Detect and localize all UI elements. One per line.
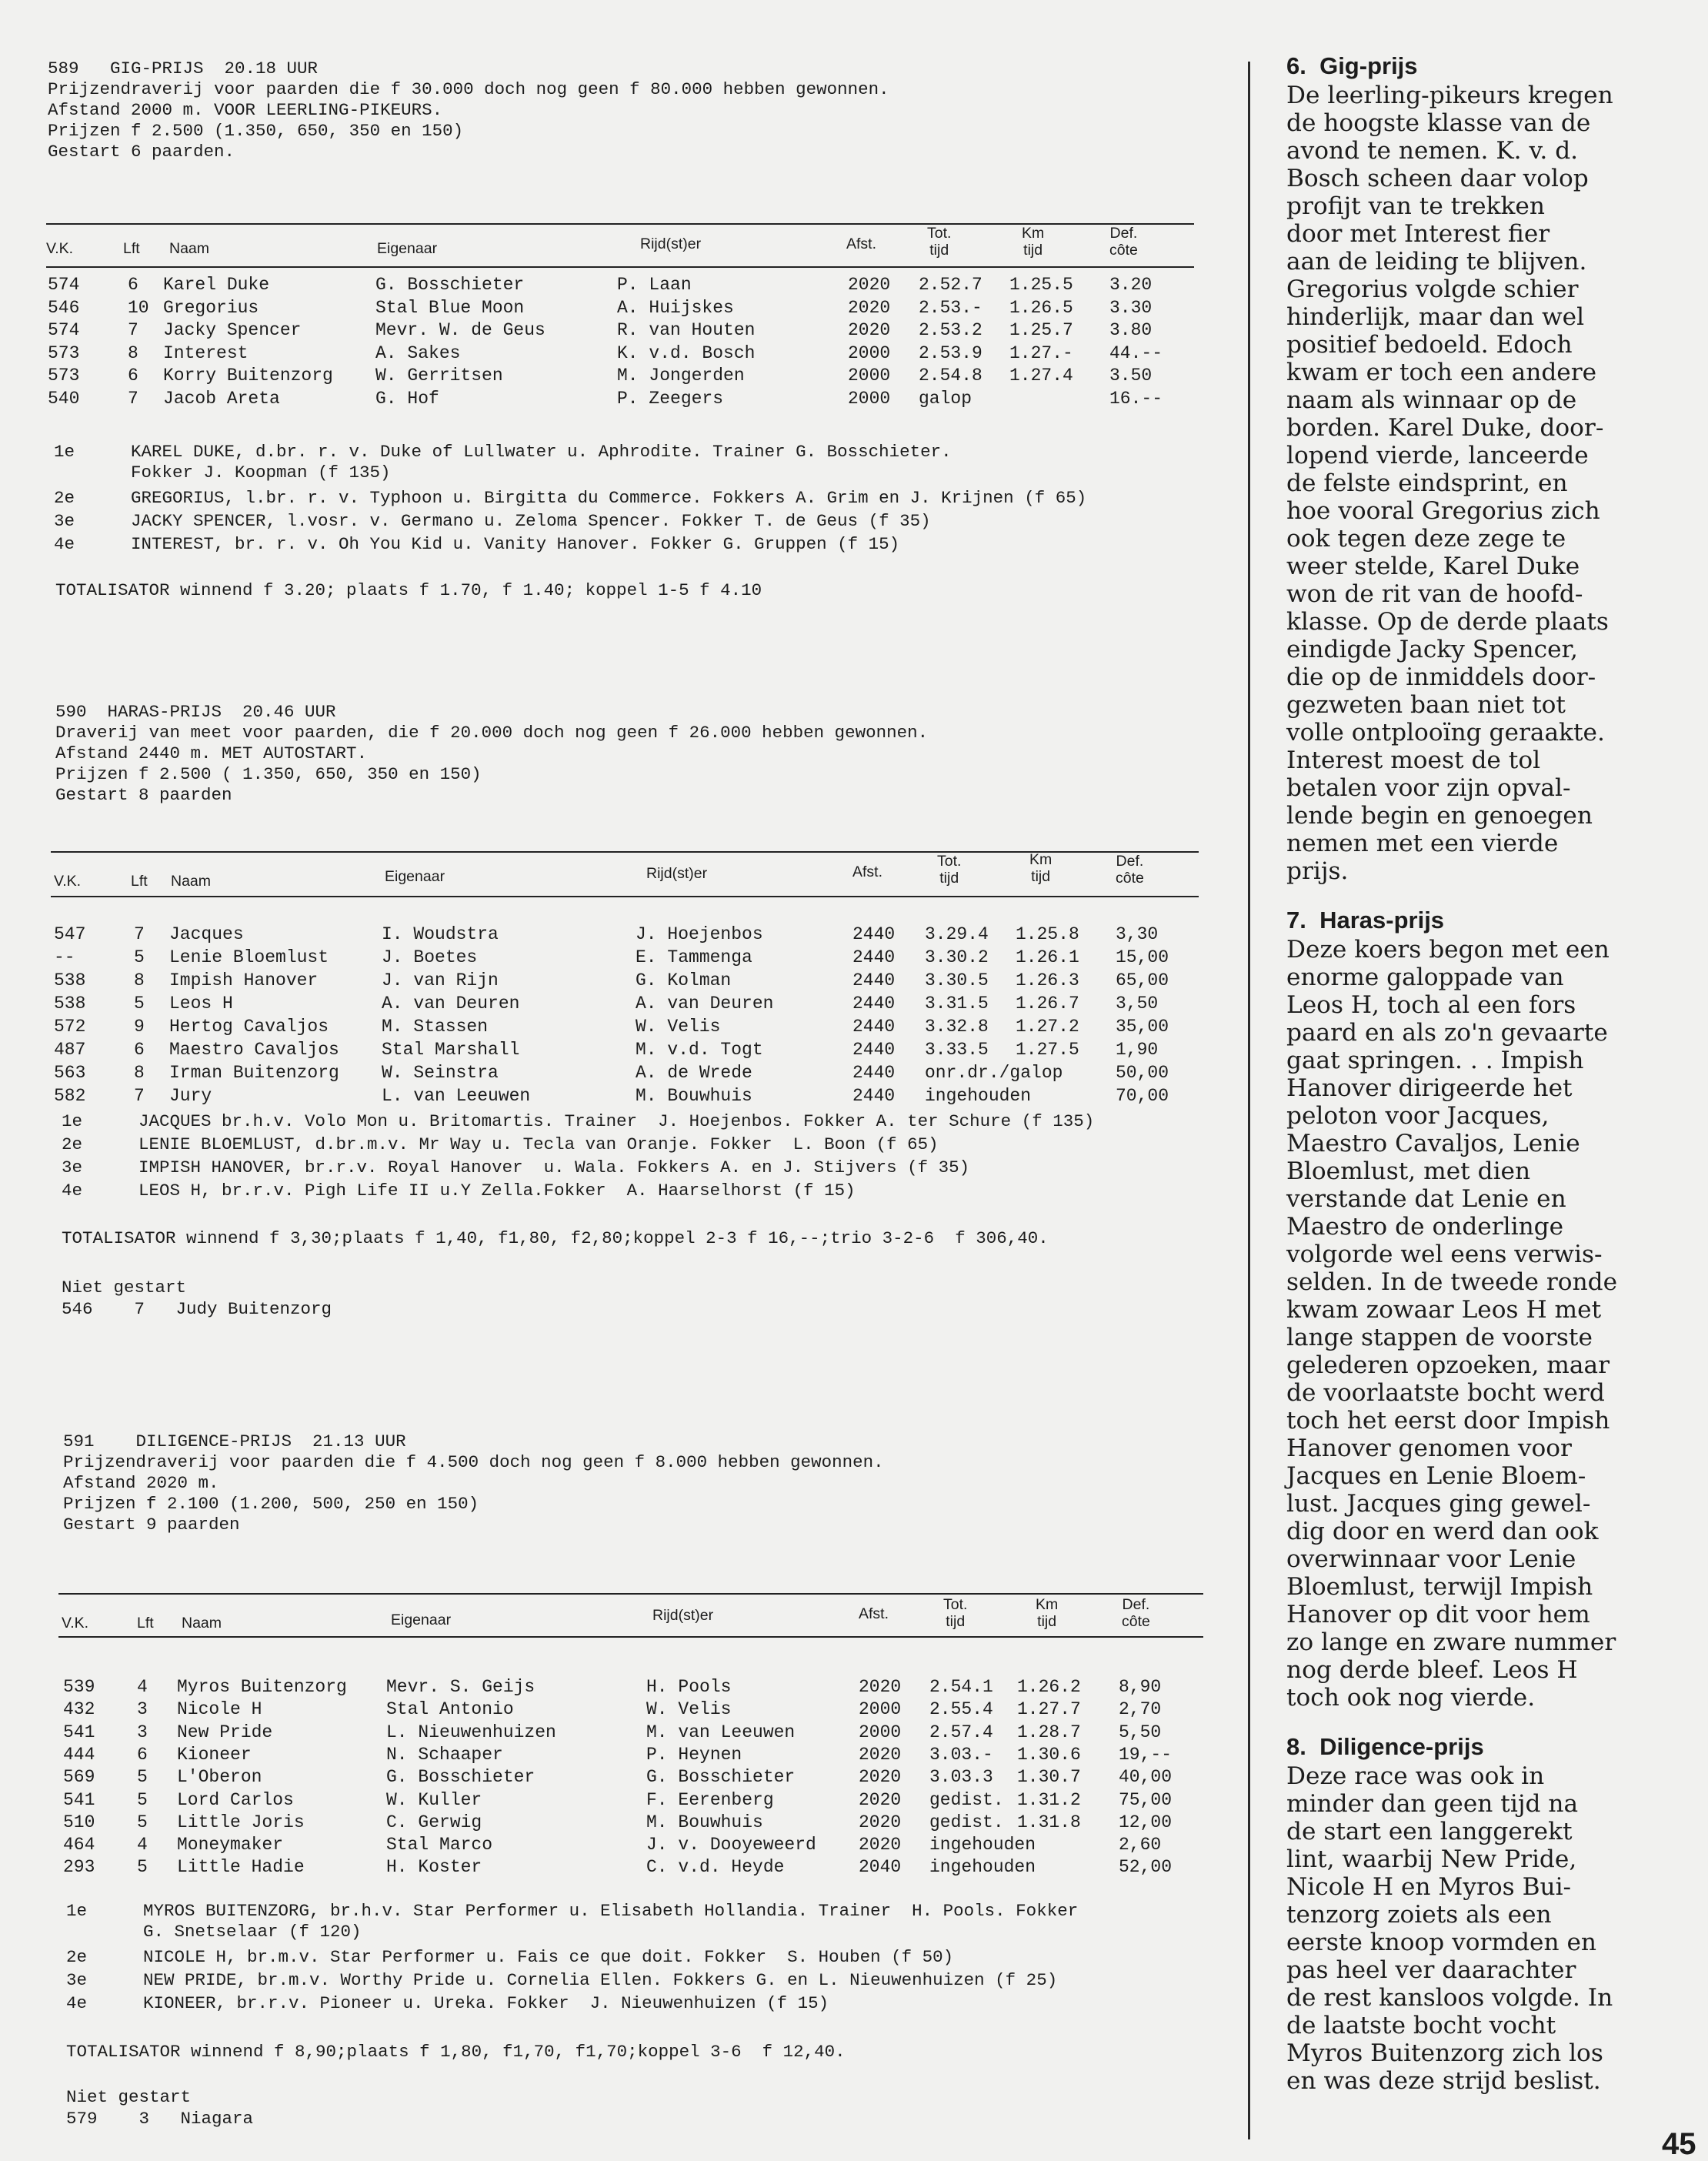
cell-afst: 2000 xyxy=(848,366,891,386)
result-place: 2e xyxy=(66,1947,88,1967)
race-590-not-started-label: Niet gestart xyxy=(62,1278,187,1298)
table-top-rule xyxy=(51,851,1199,853)
result-text: MYROS BUITENZORG, br.h.v. Star Performer u. Elisabeth Hollandia. Trainer H. Pools. Fokker G. Snetselaar (f 120) xyxy=(143,1901,1079,1942)
cell-rijder: M. Bouwhuis xyxy=(646,1812,763,1832)
cell-naam: Little Hadie xyxy=(177,1857,305,1878)
cell-rijder: P. Laan xyxy=(617,275,692,295)
col-naam: Naam xyxy=(171,873,212,890)
cell-vk: 444 xyxy=(63,1744,95,1765)
table-head-rule xyxy=(51,896,1199,897)
cell-afst: 2440 xyxy=(852,970,896,990)
race-title: 589 GIG-PRIJS 20.18 UUR xyxy=(48,58,319,78)
cell-km: 1.26.1 xyxy=(1016,947,1079,967)
cell-def: 19,-- xyxy=(1119,1744,1173,1765)
cell-lft: 8 xyxy=(134,970,145,990)
cell-eigenaar: H. Koster xyxy=(386,1857,482,1878)
cell-naam: Jury xyxy=(169,1086,212,1106)
cell-lft: 7 xyxy=(134,1086,145,1106)
cell-eigenaar: Mevr. S. Geijs xyxy=(386,1677,535,1697)
cell-naam: Korry Buitenzorg xyxy=(163,366,333,386)
result-text: LENIE BLOEMLUST, d.br.m.v. Mr Way u. Tecla van Oranje. Fokker L. Boon (f 65) xyxy=(138,1134,939,1154)
cell-def: 52,00 xyxy=(1119,1857,1173,1878)
cell-eigenaar: L. Nieuwenhuizen xyxy=(386,1722,556,1742)
cell-vk: 538 xyxy=(54,994,86,1014)
cell-eigenaar: M. Stassen xyxy=(382,1017,489,1037)
race-591-not-started-label: Niet gestart xyxy=(66,2087,192,2107)
cell-rijder: J. Hoejenbos xyxy=(635,924,763,944)
cell-naam: Maestro Cavaljos xyxy=(169,1040,339,1060)
cell-vk: 569 xyxy=(63,1767,95,1788)
cell-eigenaar: Stal Antonio xyxy=(386,1699,514,1720)
cell-tot: ingehouden xyxy=(925,1086,1032,1106)
cell-eigenaar: W. Kuller xyxy=(386,1789,482,1810)
race-590-totalisator: TOTALISATOR winnend f 3,30;plaats f 1,40, f1,80, f2,80;koppel 2-3 f 16,--;trio 3-2-6 f 306,40. xyxy=(62,1228,1049,1248)
cell-rijder: P. Heynen xyxy=(646,1744,742,1765)
cell-vk: 541 xyxy=(63,1789,95,1810)
cell-eigenaar: L. van Leeuwen xyxy=(382,1086,531,1106)
cell-naam: Impish Hanover xyxy=(169,970,319,990)
col-def: Def. côte xyxy=(1109,225,1138,259)
cell-vk: 574 xyxy=(48,320,80,340)
table-top-rule xyxy=(58,1593,1203,1595)
result-place: 3e xyxy=(62,1157,83,1177)
cell-tot: 2.55.4 xyxy=(929,1699,993,1720)
cell-def: 65,00 xyxy=(1116,970,1169,990)
col-afst: Afst. xyxy=(852,863,883,880)
cell-eigenaar: Stal Blue Moon xyxy=(375,297,525,318)
cell-eigenaar: A. van Deuren xyxy=(382,994,520,1014)
cell-def: 3,30 xyxy=(1116,924,1159,944)
result-place: 4e xyxy=(66,1993,88,2013)
column-divider xyxy=(1248,62,1250,2139)
cell-tot: 2.57.4 xyxy=(929,1722,993,1742)
col-rijder: Rijd(st)er xyxy=(652,1607,714,1624)
cell-tot: 3.32.8 xyxy=(925,1017,989,1037)
cell-afst: 2000 xyxy=(859,1722,902,1742)
result-place: 3e xyxy=(66,1970,88,1990)
cell-vk: 293 xyxy=(63,1857,95,1878)
race-conditions: Prijzendraverij voor paarden die f 30.000 doch nog geen f 80.000 hebben gewonnen. xyxy=(48,79,889,99)
cell-tot: 2.53.9 xyxy=(919,342,982,363)
col-tot: Tot. tijd xyxy=(937,853,962,887)
col-def: Def. côte xyxy=(1122,1596,1150,1630)
cell-eigenaar: G. Hof xyxy=(375,388,439,409)
cell-def: 50,00 xyxy=(1116,1063,1169,1083)
cell-lft: 4 xyxy=(137,1835,148,1855)
cell-eigenaar: W. Gerritsen xyxy=(375,366,503,386)
cell-rijder: K. v.d. Bosch xyxy=(617,342,756,363)
cell-vk: 464 xyxy=(63,1835,95,1855)
cell-def: 40,00 xyxy=(1119,1767,1173,1788)
cell-tot: 3.30.2 xyxy=(925,947,989,967)
col-naam: Naam xyxy=(169,240,210,257)
cell-rijder: R. van Houten xyxy=(617,320,756,340)
cell-afst: 2020 xyxy=(859,1767,902,1788)
col-lft: Lft xyxy=(123,240,140,257)
cell-eigenaar: W. Seinstra xyxy=(382,1063,499,1083)
cell-vk: 510 xyxy=(63,1812,95,1832)
cell-lft: 6 xyxy=(137,1744,148,1765)
cell-afst: 2000 xyxy=(848,388,891,409)
cell-km: 1.25.5 xyxy=(1009,275,1073,295)
cell-def: 70,00 xyxy=(1116,1086,1169,1106)
cell-naam: Lenie Bloemlust xyxy=(169,947,329,967)
cell-vk: -- xyxy=(54,947,75,967)
cell-afst: 2020 xyxy=(848,297,891,318)
cell-lft: 5 xyxy=(137,1812,148,1832)
result-text: KAREL DUKE, d.br. r. v. Duke of Lullwater u. Aphrodite. Trainer G. Bosschieter. Fokker J. Koopman (f 135) xyxy=(131,442,952,483)
cell-rijder: H. Pools xyxy=(646,1677,732,1697)
result-place: 4e xyxy=(54,534,75,554)
commentary-text-diligence: Deze race was ook in minder dan geen tijd na de start een langgerekt lint, waarbij New Pride, Nicole H en Myros Bui- tenzorg zoiets als een eerste knoop vormden en pas heel ver daarachter de rest kansloos volgde. In de laatste bocht vocht Myros Buitenzorg zich los en was deze strijd beslist. xyxy=(1286,1762,1613,2095)
commentary-title-gig: 6. Gig-prijs xyxy=(1286,52,1418,79)
race-prizes: Prijzen f 2.100 (1.200, 500, 250 en 150) xyxy=(63,1494,479,1514)
page-number: 45 xyxy=(1662,2127,1696,2161)
cell-lft: 5 xyxy=(137,1857,148,1878)
col-def: Def. côte xyxy=(1116,853,1144,887)
cell-lft: 8 xyxy=(128,342,138,363)
race-prizes: Prijzen f 2.500 ( 1.350, 650, 350 en 150) xyxy=(55,764,482,784)
result-text: GREGORIUS, l.br. r. v. Typhoon u. Birgitta du Commerce. Fokkers A. Grim en J. Krijnen (f 65) xyxy=(131,488,1087,508)
cell-naam: L'Oberon xyxy=(177,1767,262,1788)
cell-rijder: A. van Deuren xyxy=(635,994,774,1014)
cell-tot: 3.03.- xyxy=(929,1744,993,1765)
result-text: JACKY SPENCER, l.vosr. v. Germano u. Zeloma Spencer. Fokker T. de Geus (f 35) xyxy=(131,511,931,531)
cell-rijder: E. Tammenga xyxy=(635,947,752,967)
cell-naam: Kioneer xyxy=(177,1744,252,1765)
cell-lft: 5 xyxy=(134,947,145,967)
cell-vk: 541 xyxy=(63,1722,95,1742)
cell-naam: Jacques xyxy=(169,924,244,944)
table-head-rule xyxy=(46,266,1194,268)
cell-lft: 3 xyxy=(137,1699,148,1720)
col-rijder: Rijd(st)er xyxy=(646,865,708,882)
cell-vk: 582 xyxy=(54,1086,86,1106)
cell-naam: Hertog Cavaljos xyxy=(169,1017,329,1037)
race-prizes: Prijzen f 2.500 (1.350, 650, 350 en 150) xyxy=(48,121,464,141)
cell-km: 1.30.7 xyxy=(1017,1767,1081,1788)
cell-eigenaar: Stal Marshall xyxy=(382,1040,520,1060)
cell-km: 1.25.7 xyxy=(1009,320,1073,340)
cell-def: 3.20 xyxy=(1109,275,1153,295)
cell-eigenaar: J. van Rijn xyxy=(382,970,499,990)
race-distance: Afstand 2440 m. MET AUTOSTART. xyxy=(55,743,368,763)
cell-km: 1.26.3 xyxy=(1016,970,1079,990)
cell-tot: ingehouden xyxy=(929,1857,1036,1878)
cell-tot: 2.53.2 xyxy=(919,320,982,340)
cell-afst: 2000 xyxy=(848,342,891,363)
race-591-header xyxy=(63,1431,1217,1535)
cell-afst: 2000 xyxy=(859,1699,902,1720)
result-place: 2e xyxy=(62,1134,83,1154)
cell-naam: Leos H xyxy=(169,994,233,1014)
commentary-column xyxy=(1286,52,1686,2116)
cell-naam: Myros Buitenzorg xyxy=(177,1677,347,1697)
col-km: Km tijd xyxy=(1036,1596,1059,1630)
col-naam: Naam xyxy=(182,1615,222,1632)
race-591-totalisator: TOTALISATOR winnend f 8,90;plaats f 1,80, f1,70, f1,70;koppel 3-6 f 12,40. xyxy=(66,2042,846,2062)
cell-afst: 2020 xyxy=(859,1744,902,1765)
cell-def: 8,90 xyxy=(1119,1677,1162,1697)
cell-tot: 2.54.8 xyxy=(919,366,982,386)
cell-tot: 2.54.1 xyxy=(929,1677,993,1697)
cell-def: 44.-- xyxy=(1109,342,1163,363)
race-starters: Gestart 6 paarden. xyxy=(48,142,235,162)
cell-afst: 2040 xyxy=(859,1857,902,1878)
cell-rijder: M. van Leeuwen xyxy=(646,1722,796,1742)
table-head-rule xyxy=(58,1636,1203,1638)
result-text: NEW PRIDE, br.m.v. Worthy Pride u. Cornelia Ellen. Fokkers G. en L. Nieuwenhuizen (f 25) xyxy=(143,1970,1058,1990)
race-conditions: Draverij van meet voor paarden, die f 20.000 doch nog geen f 26.000 hebben gewonnen. xyxy=(55,723,929,743)
cell-def: 3.50 xyxy=(1109,366,1153,386)
cell-km: 1.27.2 xyxy=(1016,1017,1079,1037)
race-title: 591 DILIGENCE-PRIJS 21.13 UUR xyxy=(63,1431,406,1451)
race-starters: Gestart 9 paarden xyxy=(63,1515,240,1535)
cell-afst: 2440 xyxy=(852,924,896,944)
cell-afst: 2440 xyxy=(852,1063,896,1083)
cell-rijder: W. Velis xyxy=(646,1699,732,1720)
cell-km: 1.27.4 xyxy=(1009,366,1073,386)
cell-def: 75,00 xyxy=(1119,1789,1173,1810)
cell-naam: Gregorius xyxy=(163,297,259,318)
cell-vk: 539 xyxy=(63,1677,95,1697)
cell-naam: Interest xyxy=(163,342,249,363)
col-km: Km tijd xyxy=(1029,851,1052,885)
cell-afst: 2020 xyxy=(859,1835,902,1855)
race-title: 590 HARAS-PRIJS 20.46 UUR xyxy=(55,702,336,722)
cell-def: 35,00 xyxy=(1116,1017,1169,1037)
cell-vk: 573 xyxy=(48,366,80,386)
cell-tot: gedist. xyxy=(929,1789,1004,1810)
col-rijder: Rijd(st)er xyxy=(640,235,702,252)
cell-km: 1.30.6 xyxy=(1017,1744,1081,1765)
cell-naam: Nicole H xyxy=(177,1699,262,1720)
result-place: 2e xyxy=(54,488,75,508)
race-distance: Afstand 2000 m. VOOR LEERLING-PIKEURS. xyxy=(48,100,443,120)
cell-eigenaar: Mevr. W. de Geus xyxy=(375,320,545,340)
cell-tot: onr.dr./galop xyxy=(925,1063,1063,1083)
cell-afst: 2440 xyxy=(852,1017,896,1037)
cell-rijder: G. Kolman xyxy=(635,970,732,990)
result-place: 1e xyxy=(62,1111,83,1131)
cell-tot: 2.53.- xyxy=(919,297,982,318)
cell-lft: 4 xyxy=(137,1677,148,1697)
cell-def: 3,50 xyxy=(1116,994,1159,1014)
cell-afst: 2440 xyxy=(852,1086,896,1106)
cell-tot: 3.31.5 xyxy=(925,994,989,1014)
race-starters: Gestart 8 paarden xyxy=(55,785,232,805)
result-place: 1e xyxy=(54,442,75,462)
cell-tot: galop xyxy=(919,388,972,409)
result-place: 3e xyxy=(54,511,75,531)
cell-rijder: A. de Wrede xyxy=(635,1063,752,1083)
cell-km: 1.25.8 xyxy=(1016,924,1079,944)
cell-km: 1.26.2 xyxy=(1017,1677,1081,1697)
commentary-title-haras: 7. Haras-prijs xyxy=(1286,907,1445,934)
race-590-header xyxy=(55,702,1209,806)
race-590-not-started: 546 7 Judy Buitenzorg xyxy=(62,1299,332,1319)
col-lft: Lft xyxy=(137,1615,154,1632)
cell-lft: 3 xyxy=(137,1722,148,1742)
cell-naam: Little Joris xyxy=(177,1812,305,1832)
cell-km: 1.27.7 xyxy=(1017,1699,1081,1720)
result-place: 4e xyxy=(62,1181,83,1201)
cell-afst: 2440 xyxy=(852,1040,896,1060)
cell-lft: 6 xyxy=(128,275,138,295)
col-lft: Lft xyxy=(131,873,148,890)
cell-eigenaar: C. Gerwig xyxy=(386,1812,482,1832)
cell-km: 1.27.- xyxy=(1009,342,1073,363)
cell-def: 3.30 xyxy=(1109,297,1153,318)
col-tot: Tot. tijd xyxy=(943,1596,968,1630)
cell-def: 12,00 xyxy=(1119,1812,1173,1832)
cell-afst: 2020 xyxy=(848,275,891,295)
cell-eigenaar: I. Woudstra xyxy=(382,924,499,944)
cell-def: 2,70 xyxy=(1119,1699,1162,1720)
race-589-totalisator: TOTALISATOR winnend f 3.20; plaats f 1.70, f 1.40; koppel 1-5 f 4.10 xyxy=(55,580,762,600)
cell-rijder: C. v.d. Heyde xyxy=(646,1857,785,1878)
cell-naam: Jacob Areta xyxy=(163,388,280,409)
result-text: LEOS H, br.r.v. Pigh Life II u.Y Zella.Fokker A. Haarselhorst (f 15) xyxy=(138,1181,856,1201)
col-eigenaar: Eigenaar xyxy=(377,240,438,257)
cell-vk: 432 xyxy=(63,1699,95,1720)
cell-eigenaar: A. Sakes xyxy=(375,342,461,363)
cell-lft: 7 xyxy=(134,924,145,944)
commentary-text-gig: De leerling-pikeurs kregen de hoogste klasse van de avond te nemen. K. v. d. Bosch scheen daar volop profijt van te trekken door met Interest fier aan de leiding te blijven. Gregorius volgde schier hinderlijk, maar dan wel positief bedoeld. Edoch kwam er toch een andere naam als winnaar op de borden. Karel Duke, door- lopend vierde, lanceerde de felste eindsprint, en hoe vooral Gregorius zich ook tegen deze zege te weer stelde, Karel Duke won de rit van de hoofd- klasse. Op de derde plaats eindigde Jacky Spencer, die op de inmiddels door- gezweten baan niet tot volle ontplooïng geraakte. Interest moest de tol betalen voor zijn opval- lende begin en genoegen nemen met een vierde prijs. xyxy=(1286,82,1613,885)
cell-afst: 2020 xyxy=(859,1789,902,1810)
cell-naam: Moneymaker xyxy=(177,1835,284,1855)
cell-naam: Karel Duke xyxy=(163,275,270,295)
cell-vk: 546 xyxy=(48,297,80,318)
cell-vk: 563 xyxy=(54,1063,86,1083)
result-text: JACQUES br.h.v. Volo Mon u. Britomartis. Trainer J. Hoejenbos. Fokker A. ter Schure (f 135) xyxy=(138,1111,1095,1131)
cell-def: 3.80 xyxy=(1109,320,1153,340)
cell-km: 1.31.2 xyxy=(1017,1789,1081,1810)
cell-vk: 547 xyxy=(54,924,86,944)
col-km: Km tijd xyxy=(1022,225,1045,259)
cell-naam: Jacky Spencer xyxy=(163,320,302,340)
col-vk: V.K. xyxy=(62,1615,89,1632)
col-afst: Afst. xyxy=(859,1605,889,1622)
cell-vk: 573 xyxy=(48,342,80,363)
cell-lft: 5 xyxy=(134,994,145,1014)
result-text: NICOLE H, br.m.v. Star Performer u. Fais ce que doit. Fokker S. Houben (f 50) xyxy=(143,1947,954,1967)
col-tot: Tot. tijd xyxy=(927,225,952,259)
col-afst: Afst. xyxy=(846,235,877,252)
result-text: KIONEER, br.r.v. Pioneer u. Ureka. Fokker J. Nieuwenhuizen (f 15) xyxy=(143,1993,829,2013)
cell-afst: 2020 xyxy=(859,1812,902,1832)
cell-lft: 9 xyxy=(134,1017,145,1037)
race-distance: Afstand 2020 m. xyxy=(63,1473,219,1493)
cell-tot: 3.03.3 xyxy=(929,1767,993,1788)
cell-rijder: M. v.d. Togt xyxy=(635,1040,763,1060)
cell-naam: New Pride xyxy=(177,1722,273,1742)
col-eigenaar: Eigenaar xyxy=(391,1612,452,1628)
cell-def: 5,50 xyxy=(1119,1722,1162,1742)
cell-afst: 2020 xyxy=(848,320,891,340)
commentary-text-haras: Deze koers begon met een enorme galoppade van Leos H, toch al een fors paard en als zo'n gevaarte gaat springen. . . Impish Hanover dirigeerde het peloton voor Jacques, Maestro Cavaljos, Lenie Bloemlust, met dien verstande dat Lenie en Maestro de onderlinge volgorde wel eens verwis- selden. In de tweede ronde kwam zowaar Leos H met lange stappen de voorste gelederen opzoeken, maar de voorlaatste bocht werd toch het eerst door Impish Hanover genomen voor Jacques en Lenie Bloem- lust. Jacques ging gewel- dig door en werd dan ook overwinnaar voor Lenie Bloemlust, terwijl Impish Hanover op dit voor hem zo lange en zware nummer nog derde bleef. Leos H toch ook nog vierde. xyxy=(1286,936,1618,1712)
col-eigenaar: Eigenaar xyxy=(385,868,445,885)
cell-eigenaar: G. Bosschieter xyxy=(386,1767,535,1788)
cell-def: 16.-- xyxy=(1109,388,1163,409)
cell-lft: 7 xyxy=(128,320,138,340)
cell-tot: 2.52.7 xyxy=(919,275,982,295)
cell-tot: ingehouden xyxy=(929,1835,1036,1855)
cell-lft: 8 xyxy=(134,1063,145,1083)
cell-eigenaar: G. Bosschieter xyxy=(375,275,525,295)
cell-eigenaar: J. Boetes xyxy=(382,947,478,967)
cell-rijder: W. Velis xyxy=(635,1017,721,1037)
cell-vk: 572 xyxy=(54,1017,86,1037)
result-place: 1e xyxy=(66,1901,88,1921)
race-589-header xyxy=(48,58,1202,162)
cell-km: 1.26.7 xyxy=(1016,994,1079,1014)
cell-tot: gedist. xyxy=(929,1812,1004,1832)
cell-rijder: A. Huijskes xyxy=(617,297,734,318)
cell-lft: 6 xyxy=(128,366,138,386)
cell-def: 2,60 xyxy=(1119,1835,1162,1855)
cell-rijder: M. Jongerden xyxy=(617,366,745,386)
cell-vk: 538 xyxy=(54,970,86,990)
result-text: IMPISH HANOVER, br.r.v. Royal Hanover u. Wala. Fokkers A. en J. Stijvers (f 35) xyxy=(138,1157,970,1177)
cell-rijder: M. Bouwhuis xyxy=(635,1086,752,1106)
cell-lft: 6 xyxy=(134,1040,145,1060)
cell-afst: 2440 xyxy=(852,947,896,967)
cell-tot: 3.29.4 xyxy=(925,924,989,944)
race-conditions: Prijzendraverij voor paarden die f 4.500 doch nog geen f 8.000 hebben gewonnen. xyxy=(63,1452,884,1472)
commentary-title-diligence: 8. Diligence-prijs xyxy=(1286,1733,1484,1760)
cell-rijder: P. Zeegers xyxy=(617,388,724,409)
cell-def: 1,90 xyxy=(1116,1040,1159,1060)
cell-km: 1.31.8 xyxy=(1017,1812,1081,1832)
cell-naam: Lord Carlos xyxy=(177,1789,294,1810)
race-591-not-started: 579 3 Niagara xyxy=(66,2109,254,2129)
cell-rijder: F. Eerenberg xyxy=(646,1789,774,1810)
cell-lft: 5 xyxy=(137,1789,148,1810)
cell-lft: 7 xyxy=(128,388,138,409)
cell-tot: 3.33.5 xyxy=(925,1040,989,1060)
col-vk: V.K. xyxy=(46,240,74,257)
cell-def: 15,00 xyxy=(1116,947,1169,967)
cell-afst: 2020 xyxy=(859,1677,902,1697)
cell-km: 1.26.5 xyxy=(1009,297,1073,318)
cell-afst: 2440 xyxy=(852,994,896,1014)
result-text: INTEREST, br. r. v. Oh You Kid u. Vanity Hanover. Fokker G. Gruppen (f 15) xyxy=(131,534,900,554)
cell-lft: 10 xyxy=(128,297,149,318)
cell-eigenaar: Stal Marco xyxy=(386,1835,493,1855)
cell-rijder: J. v. Dooyeweerd xyxy=(646,1835,816,1855)
cell-lft: 5 xyxy=(137,1767,148,1788)
cell-rijder: G. Bosschieter xyxy=(646,1767,796,1788)
cell-naam: Irman Buitenzorg xyxy=(169,1063,339,1083)
cell-tot: 3.30.5 xyxy=(925,970,989,990)
cell-eigenaar: N. Schaaper xyxy=(386,1744,503,1765)
cell-vk: 540 xyxy=(48,388,80,409)
cell-vk: 574 xyxy=(48,275,80,295)
cell-vk: 487 xyxy=(54,1040,86,1060)
col-vk: V.K. xyxy=(54,873,82,890)
cell-km: 1.27.5 xyxy=(1016,1040,1079,1060)
cell-km: 1.28.7 xyxy=(1017,1722,1081,1742)
